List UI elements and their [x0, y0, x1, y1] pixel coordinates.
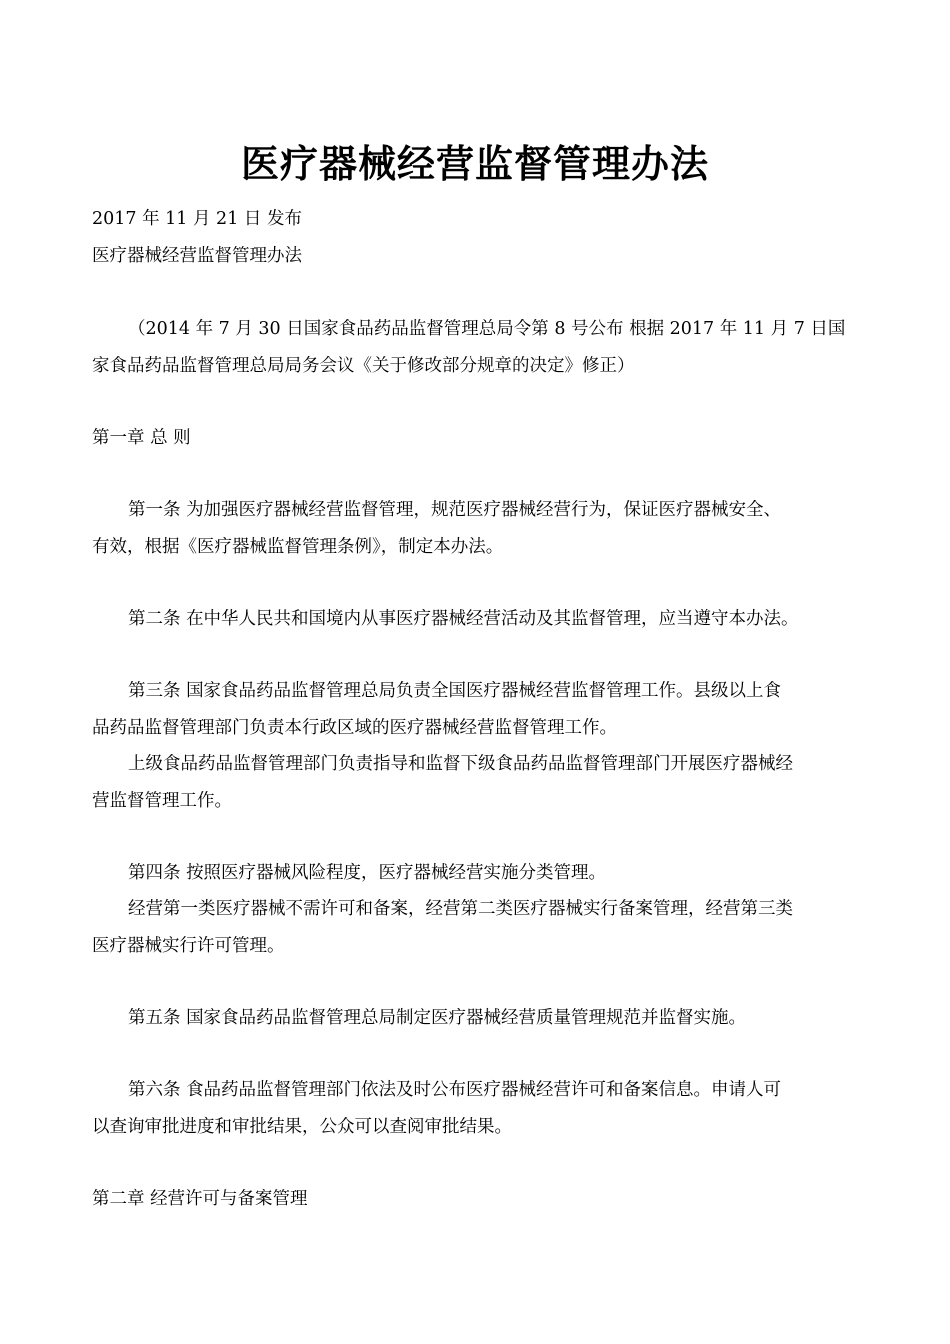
article-3-line-3: 上级食品药品监督管理部门负责指导和监督下级食品药品监督管理部门开展医疗器械经: [128, 754, 793, 774]
publish-date: 2017 年 11 月 21 日 发布: [92, 209, 302, 229]
revision-note-line-2: 家食品药品监督管理总局局务会议《关于修改部分规章的决定》修正）: [92, 356, 635, 376]
chapter-heading-1: 第一章 总 则: [92, 428, 191, 448]
article-4-line-3: 医疗器械实行许可管理。: [92, 936, 285, 956]
article-6-line-1: 第六条 食品药品监督管理部门依法及时公布医疗器械经营许可和备案信息。申请人可: [128, 1080, 782, 1100]
article-3-line-2: 品药品监督管理部门负责本行政区域的医疗器械经营监督管理工作。: [92, 718, 617, 738]
article-1-line-1: 第一条 为加强医疗器械经营监督管理，规范医疗器械经营行为，保证医疗器械安全、: [128, 500, 782, 520]
document-title: 医疗器械经营监督管理办法: [240, 142, 709, 186]
article-2: 第二条 在中华人民共和国境内从事医疗器械经营活动及其监督管理，应当遵守本办法。: [128, 609, 799, 629]
article-1-line-2: 有效，根据《医疗器械监督管理条例》，制定本办法。: [92, 537, 504, 557]
article-5: 第五条 国家食品药品监督管理总局制定医疗器械经营质量管理规范并监督实施。: [128, 1008, 747, 1028]
chapter-heading-2: 第二章 经营许可与备案管理: [92, 1189, 308, 1209]
document-subtitle: 医疗器械经营监督管理办法: [92, 246, 302, 266]
revision-note-line-1: （2014 年 7 月 30 日国家食品药品监督管理总局令第 8 号公布 根据 2017 年 11 月 7 日国: [128, 319, 846, 339]
article-4-line-2: 经营第一类医疗器械不需许可和备案，经营第二类医疗器械实行备案管理，经营第三类: [128, 899, 793, 919]
article-3-line-4: 营监督管理工作。: [92, 791, 232, 811]
article-3-line-1: 第三条 国家食品药品监督管理总局负责全国医疗器械经营监督管理工作。县级以上食: [128, 681, 782, 701]
article-6-line-2: 以查询审批进度和审批结果，公众可以查阅审批结果。: [92, 1117, 512, 1137]
article-4-line-1: 第四条 按照医疗器械风险程度，医疗器械经营实施分类管理。: [128, 863, 607, 883]
